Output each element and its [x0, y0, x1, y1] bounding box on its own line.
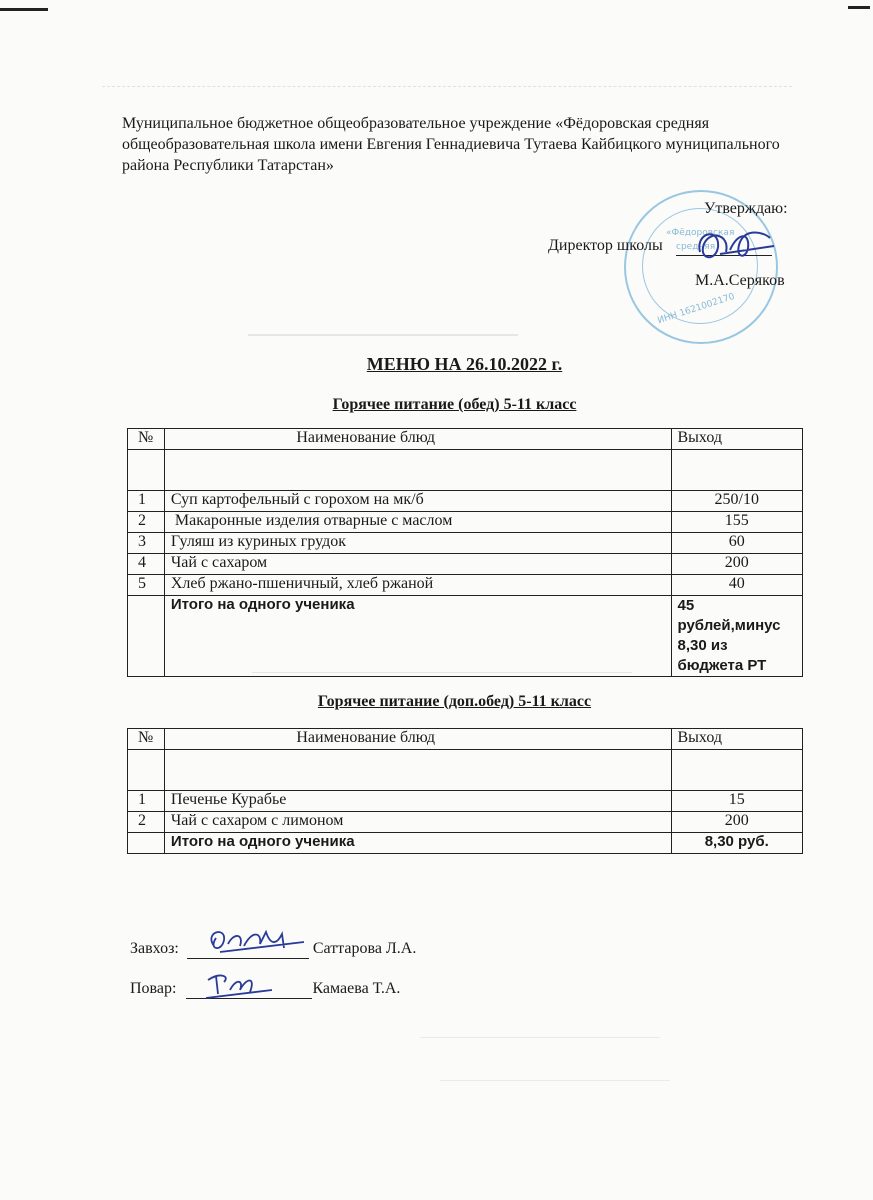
extra-lunch-section-title: Горячее питание (доп.обед) 5-11 класс [317, 693, 592, 710]
dish-output: 155 [671, 512, 803, 533]
stamp-text: «Фёдоровская [666, 228, 735, 238]
dish-output: 60 [671, 533, 803, 554]
total-value: 8,30 руб. [671, 833, 803, 854]
total-label: Итого на одного ученика [164, 596, 671, 677]
total-label: Итого на одного ученика [164, 833, 671, 854]
organization-header: Муниципальное бюджетное общеобразовательное учреждение «Фёдоровская средняя общеобразовательная школа имени Евгения Геннадиевича Тутаева Кайбицкого муниципального района Республики Татарстан» [122, 115, 780, 174]
bleed-through [102, 86, 792, 101]
row-number: 3 [128, 533, 165, 554]
cook-signature [200, 968, 280, 1004]
row-number: 1 [128, 491, 165, 512]
dish-output: 250/10 [671, 491, 803, 512]
lunch-table [127, 428, 803, 677]
director-name: М.А.Серяков [695, 272, 785, 289]
table-header-row [128, 429, 803, 450]
menu-title: МЕНЮ НА 26.10.2022 г. [366, 354, 563, 374]
director-signature [690, 222, 780, 272]
dish-name: Суп картофельный с горохом на мк/б [164, 491, 671, 512]
column-header-dish: Наименование блюд [164, 429, 671, 450]
total-row [128, 596, 803, 677]
row-number: 2 [128, 512, 165, 533]
dish-name: Чай с сахаром [164, 554, 671, 575]
dish-name: Макаронные изделия отварные с маслом [164, 512, 671, 533]
extra-lunch-table [127, 728, 803, 854]
bleed-through [248, 316, 518, 336]
row-number: 4 [128, 554, 165, 575]
row-number: 5 [128, 575, 165, 596]
storekeeper-signature [200, 922, 310, 962]
table-row [128, 533, 803, 554]
dish-name: Чай с сахаром с лимоном [164, 812, 671, 833]
row-number: 2 [128, 812, 165, 833]
total-value: 45 рублей,минус 8,30 из бюджета РТ [671, 596, 803, 677]
scan-mark [0, 8, 48, 11]
table-row [128, 491, 803, 512]
table-row [128, 512, 803, 533]
dish-output: 200 [671, 812, 803, 833]
approve-label: Утверждаю: [704, 200, 788, 217]
dish-name: Гуляш из куриных грудок [164, 533, 671, 554]
dish-name: Печенье Курабье [164, 791, 671, 812]
stamp-text: ИНН 1621002170 [656, 291, 736, 327]
storekeeper-label: Завхоз: [130, 940, 179, 957]
director-label: Директор школы [548, 237, 663, 254]
bleed-through [420, 1025, 660, 1038]
dish-output: 200 [671, 554, 803, 575]
table-header-row [128, 729, 803, 750]
bleed-through [440, 1068, 670, 1081]
dish-output: 15 [671, 791, 803, 812]
dish-name: Хлеб ржано-пшеничный, хлеб ржаной [164, 575, 671, 596]
total-row [128, 833, 803, 854]
total-empty-cell [128, 596, 165, 677]
lunch-section-title: Горячее питание (обед) 5-11 класс [332, 396, 577, 413]
total-empty-cell [128, 833, 165, 854]
stamp-text: средняя [676, 242, 716, 252]
cook-label: Повар: [130, 980, 177, 997]
table-spacer-row [128, 450, 803, 491]
column-header-dish: Наименование блюд [164, 729, 671, 750]
table-spacer-row [128, 750, 803, 791]
dish-output: 40 [671, 575, 803, 596]
table-row [128, 812, 803, 833]
scan-mark [848, 6, 870, 9]
column-header-output: Выход [671, 729, 803, 750]
column-header-number: № [128, 729, 165, 750]
table-row [128, 791, 803, 812]
column-header-output: Выход [671, 429, 803, 450]
row-number: 1 [128, 791, 165, 812]
storekeeper-name: Саттарова Л.А. [312, 940, 417, 957]
table-row [128, 554, 803, 575]
table-row [128, 575, 803, 596]
column-header-number: № [128, 429, 165, 450]
cook-name: Камаева Т.А. [312, 980, 401, 997]
